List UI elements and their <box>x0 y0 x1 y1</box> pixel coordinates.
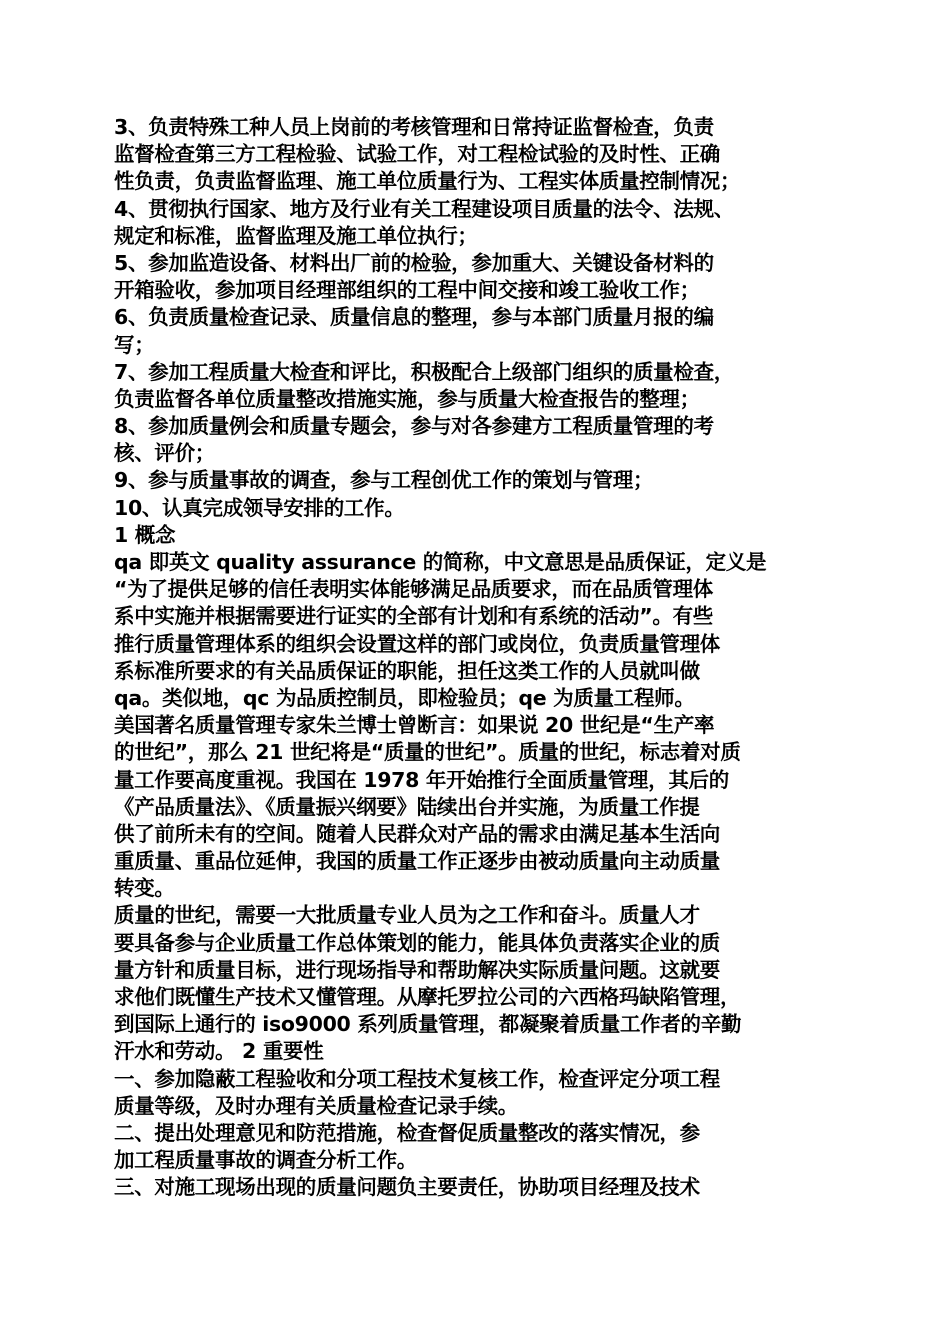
text-line: 量工作要高度重视。我国在 1978 年开始推行全面质量管理，其后的 <box>114 767 729 792</box>
text-line: 负责监督各单位质量整改措施实施，参与质量大检查报告的整理； <box>114 386 700 411</box>
text-line: “为了提供足够的信任表明实体能够满足品质要求，而在品质管理体 <box>114 577 713 602</box>
section-heading: 1 概念 <box>114 522 176 547</box>
text-line: 三、对施工现场出现的质量问题负主要责任，协助项目经理及技术 <box>114 1175 700 1200</box>
text-line: 3、负责特殊工种人员上岗前的考核管理和日常持证监督检查，负责 <box>114 115 714 139</box>
text-line: 4、贯彻执行国家、地方及行业有关工程建设项目质量的法令、法规、 <box>114 196 734 221</box>
text-line: 供了前所未有的空间。随着人民群众对产品的需求由满足基本生活向 <box>114 821 720 846</box>
text-line: 性负责，负责监督监理、施工单位质量行为、工程实体质量控制情况； <box>114 169 741 194</box>
text-line: 重质量、重品位延伸，我国的质量工作正逐步由被动质量向主动质量 <box>114 849 720 874</box>
text-line: 二、提出处理意见和防范措施，检查督促质量整改的落实情况，参 <box>114 1120 700 1145</box>
text-line: 开箱验收，参加项目经理部组织的工程中间交接和竣工验收工作； <box>114 278 700 303</box>
text-line: 求他们既懂生产技术又懂管理。从摩托罗拉公司的六西格玛缺陷管理， <box>114 985 741 1009</box>
text-line: 的世纪”，那么 21 世纪将是“质量的世纪”。质量的世纪，标志着对质 <box>114 740 741 765</box>
text-line: 转变。 <box>114 876 175 901</box>
document-body <box>114 114 844 1202</box>
text-line: 核、评价； <box>114 441 215 466</box>
text-line: 汗水和劳动。 2 重要性 <box>114 1039 324 1064</box>
text-line: 一、参加隐蔽工程验收和分项工程技术复核工作，检查评定分项工程 <box>114 1066 720 1091</box>
text-line: 6、负责质量检查记录、质量信息的整理，参与本部门质量月报的编 <box>114 305 714 330</box>
text-line: 到国际上通行的 iso9000 系列质量管理，都凝聚着质量工作者的辛勤 <box>114 1012 742 1037</box>
text-line: 5、参加监造设备、材料出厂前的检验，参加重大、关键设备材料的 <box>114 250 714 275</box>
text-line: 要具备参与企业质量工作总体策划的能力，能具体负责落实企业的质 <box>114 930 720 955</box>
text-line: 推行质量管理体系的组织会设置这样的部门或岗位，负责质量管理体 <box>114 631 720 656</box>
text-line: 10、认真完成领导安排的工作。 <box>114 495 405 520</box>
text-line: 监督检查第三方工程检验、试验工作，对工程检试验的及时性、正确 <box>114 142 720 167</box>
text-line: 系中实施并根据需要进行证实的全部有计划和有系统的活动”。有些 <box>114 604 713 629</box>
text-line: 加工程质量事故的调查分析工作。 <box>114 1148 417 1173</box>
text-line: 美国著名质量管理专家朱兰博士曾断言：如果说 20 世纪是“生产率 <box>114 713 715 738</box>
text-line: 7、参加工程质量大检查和评比，积极配合上级部门组织的质量检查， <box>114 359 734 384</box>
text-line: 质量的世纪，需要一大批质量专业人员为之工作和奋斗。质量人才 <box>114 903 700 928</box>
text-line: 规定和标准，监督监理及施工单位执行； <box>114 223 478 248</box>
text-line: qa 即英文 quality assurance 的简称，中文意思是品质保证，定义是 <box>114 550 767 574</box>
text-line: 质量等级，及时办理有关质量检查记录手续。 <box>114 1093 518 1118</box>
text-line: 量方针和质量目标，进行现场指导和帮助解决实际质量问题。这就要 <box>114 957 720 982</box>
text-line: 8、参加质量例会和质量专题会，参与对各参建方工程质量管理的考 <box>114 414 714 439</box>
text-line: 写； <box>114 332 155 357</box>
text-line: 9、参与质量事故的调查，参与工程创优工作的策划与管理； <box>114 468 654 493</box>
text-line: qa。类似地，qc 为品质控制员，即检验员；qe 为质量工程师。 <box>114 685 695 710</box>
text-line: 《产品质量法》、《质量振兴纲要》陆续出台并实施，为质量工作提 <box>114 794 700 819</box>
text-line: 系标准所要求的有关品质保证的职能，担任这类工作的人员就叫做 <box>114 658 700 683</box>
